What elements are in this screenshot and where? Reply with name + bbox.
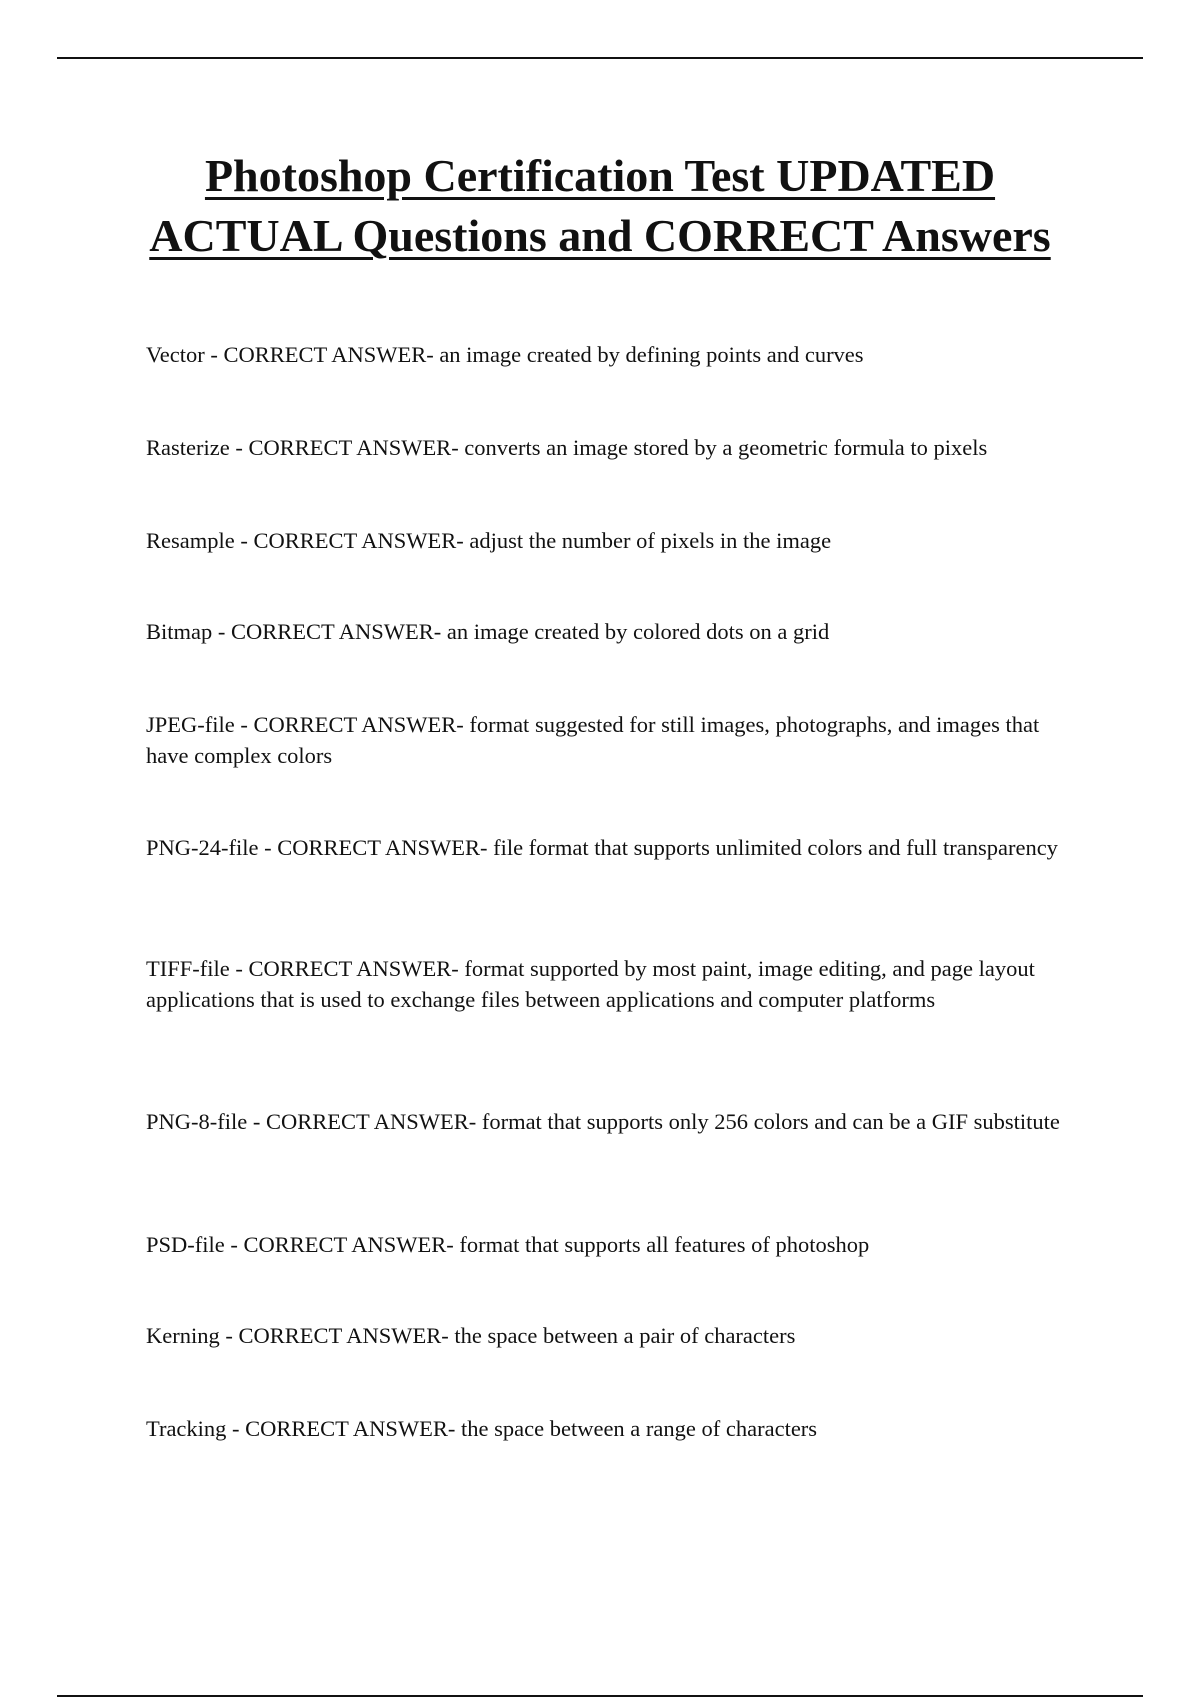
top-divider — [57, 57, 1143, 59]
entry-rasterize: Rasterize - CORRECT ANSWER- converts an image stored by a geometric formula to pixels — [146, 435, 988, 460]
entry-tiff-file: TIFF-file - CORRECT ANSWER- format supported by most paint, image editing, and page layout applications that is used to exchange files between applications and computer platforms — [146, 956, 1035, 1012]
entry-resample: Resample - CORRECT ANSWER- adjust the number of pixels in the image — [146, 528, 832, 553]
entry-psd-file: PSD-file - CORRECT ANSWER- format that supports all features of photoshop — [146, 1232, 870, 1257]
entry-kerning: Kerning - CORRECT ANSWER- the space between a pair of characters — [146, 1323, 796, 1348]
entry-png-8-file: PNG-8-file - CORRECT ANSWER- format that supports only 256 colors and can be a GIF substitute — [146, 1109, 1060, 1134]
entry-vector: Vector - CORRECT ANSWER- an image created by defining points and curves — [146, 342, 864, 367]
entry-jpeg-file: JPEG-file - CORRECT ANSWER- format suggested for still images, photographs, and images that have complex colors — [146, 712, 1040, 768]
entry-png-24-file: PNG-24-file - CORRECT ANSWER- file format that supports unlimited colors and full transparency — [146, 835, 1058, 860]
page-title: Photoshop Certification Test UPDATED ACTUAL Questions and CORRECT Answers — [149, 150, 1051, 261]
bottom-divider — [57, 1695, 1143, 1697]
entry-bitmap: Bitmap - CORRECT ANSWER- an image created by colored dots on a grid — [146, 619, 830, 644]
entry-tracking: Tracking - CORRECT ANSWER- the space between a range of characters — [146, 1416, 818, 1441]
